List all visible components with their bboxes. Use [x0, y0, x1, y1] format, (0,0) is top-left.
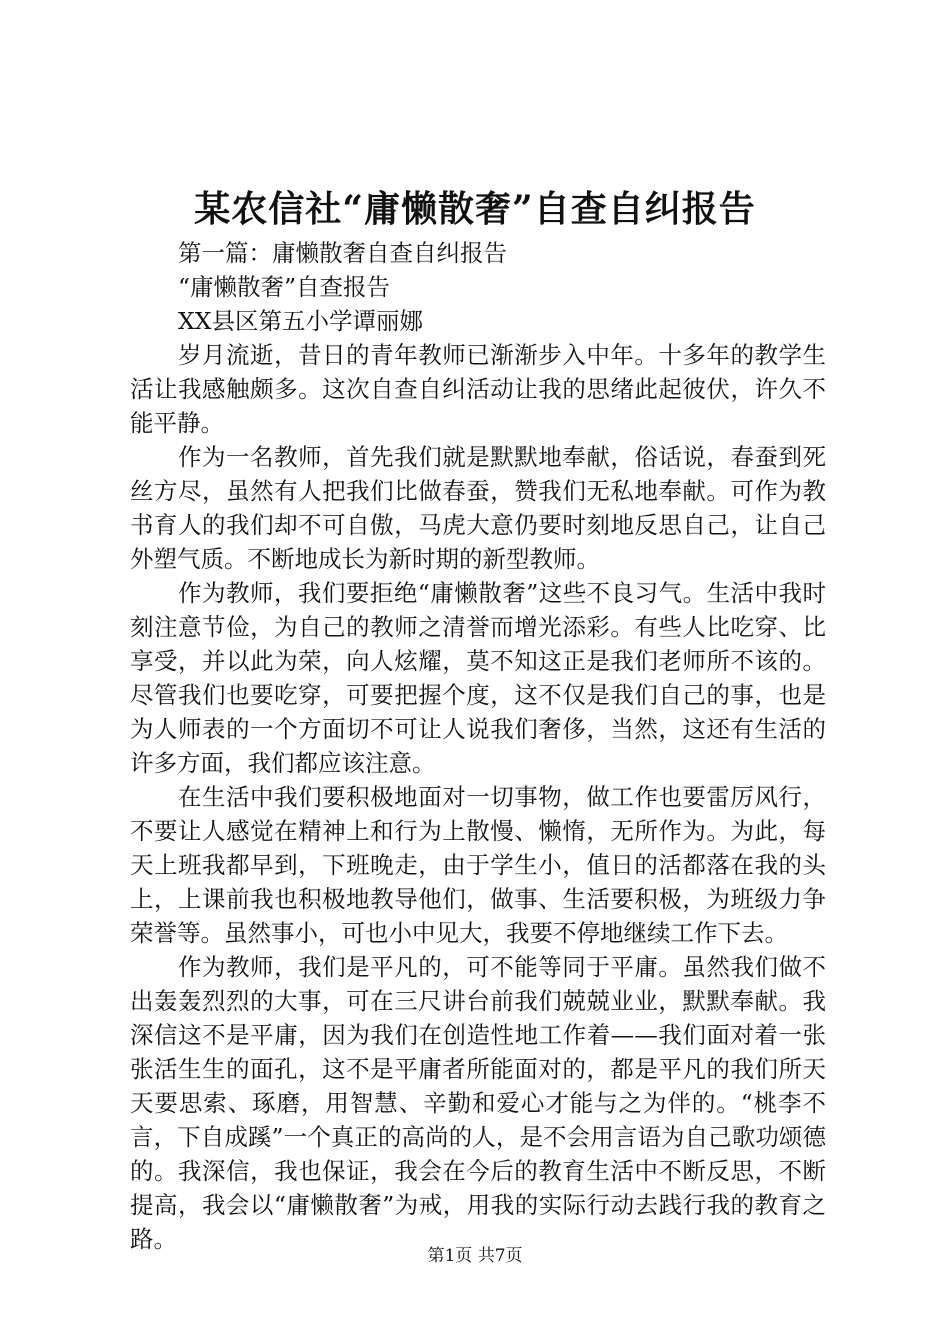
- document-title: 某农信社“庸懒散奢”自查自纠报告: [194, 188, 756, 230]
- body-paragraph: 岁月流逝，昔日的青年教师已渐渐步入中年。十多年的教学生活让我感触颇多。这次自查自纠活动让我的思绪此起彼伏，许久不能平静。: [130, 341, 826, 437]
- author-line: XX县区第五小学谭丽娜: [178, 307, 423, 335]
- body-paragraph: 在生活中我们要积极地面对一切事物，做工作也要雷厉风行，不要让人感觉在精神上和行为上散慢、懒惰，无所作为。为此，每天上班我都早到，下班晚走，由于学生小，值日的活都落在我的头上，上课前我也积极地教导他们，做事、生活要积极，为班级力争荣誉等。虽然事小，可也小中见大，我要不停地继续工作下去。: [130, 783, 826, 947]
- page-footer: 第1页 共7页: [427, 1246, 523, 1266]
- body-paragraph: 作为一名教师，首先我们就是默默地奉献，俗话说，春蚕到死丝方尽，虽然有人把我们比做春蚕，赞我们无私地奉献。可作为教书育人的我们却不可自傲，马虎大意仍要时刻地反思自己，让自己外塑气质。不断地成长为新时期的新型教师。: [130, 443, 826, 573]
- body-paragraph: 作为教师，我们要拒绝“庸懒散奢”这些不良习气。生活中我时刻注意节俭，为自己的教师之清誉而增光添彩。有些人比吃穿、比享受，并以此为荣，向人炫耀，莫不知这正是我们老师所不该的。尽管我们也要吃穿，可要把握个度，这不仅是我们自己的事，也是为人师表的一个方面切不可让人说我们奢侈，当然，这还有生活的许多方面，我们都应该注意。: [130, 579, 826, 777]
- report-subtitle: “庸懒散奢”自查报告: [178, 273, 391, 301]
- document-body: [130, 236, 826, 1256]
- body-paragraph: 作为教师，我们是平凡的，可不能等同于平庸。虽然我们做不出轰轰烈烈的大事，可在三尺讲台前我们兢兢业业，默默奉献。我深信这不是平庸，因为我们在创造性地工作着——我们面对着一张张活生生的面孔，这不是平庸者所能面对的，都是平凡的我们所天天要思索、琢磨，用智慧、辛勤和爱心才能与之为伴的。“桃李不言，下自成蹊”一个真正的高尚的人，是不会用言语为自己歌功颂德的。我深信，我也保证，我会在今后的教育生活中不断反思，不断提高，我会以“庸懒散奢”为戒，用我的实际行动去践行我的教育之路。: [130, 953, 826, 1253]
- section-heading: 第一篇：庸懒散奢自查自纠报告: [178, 239, 507, 267]
